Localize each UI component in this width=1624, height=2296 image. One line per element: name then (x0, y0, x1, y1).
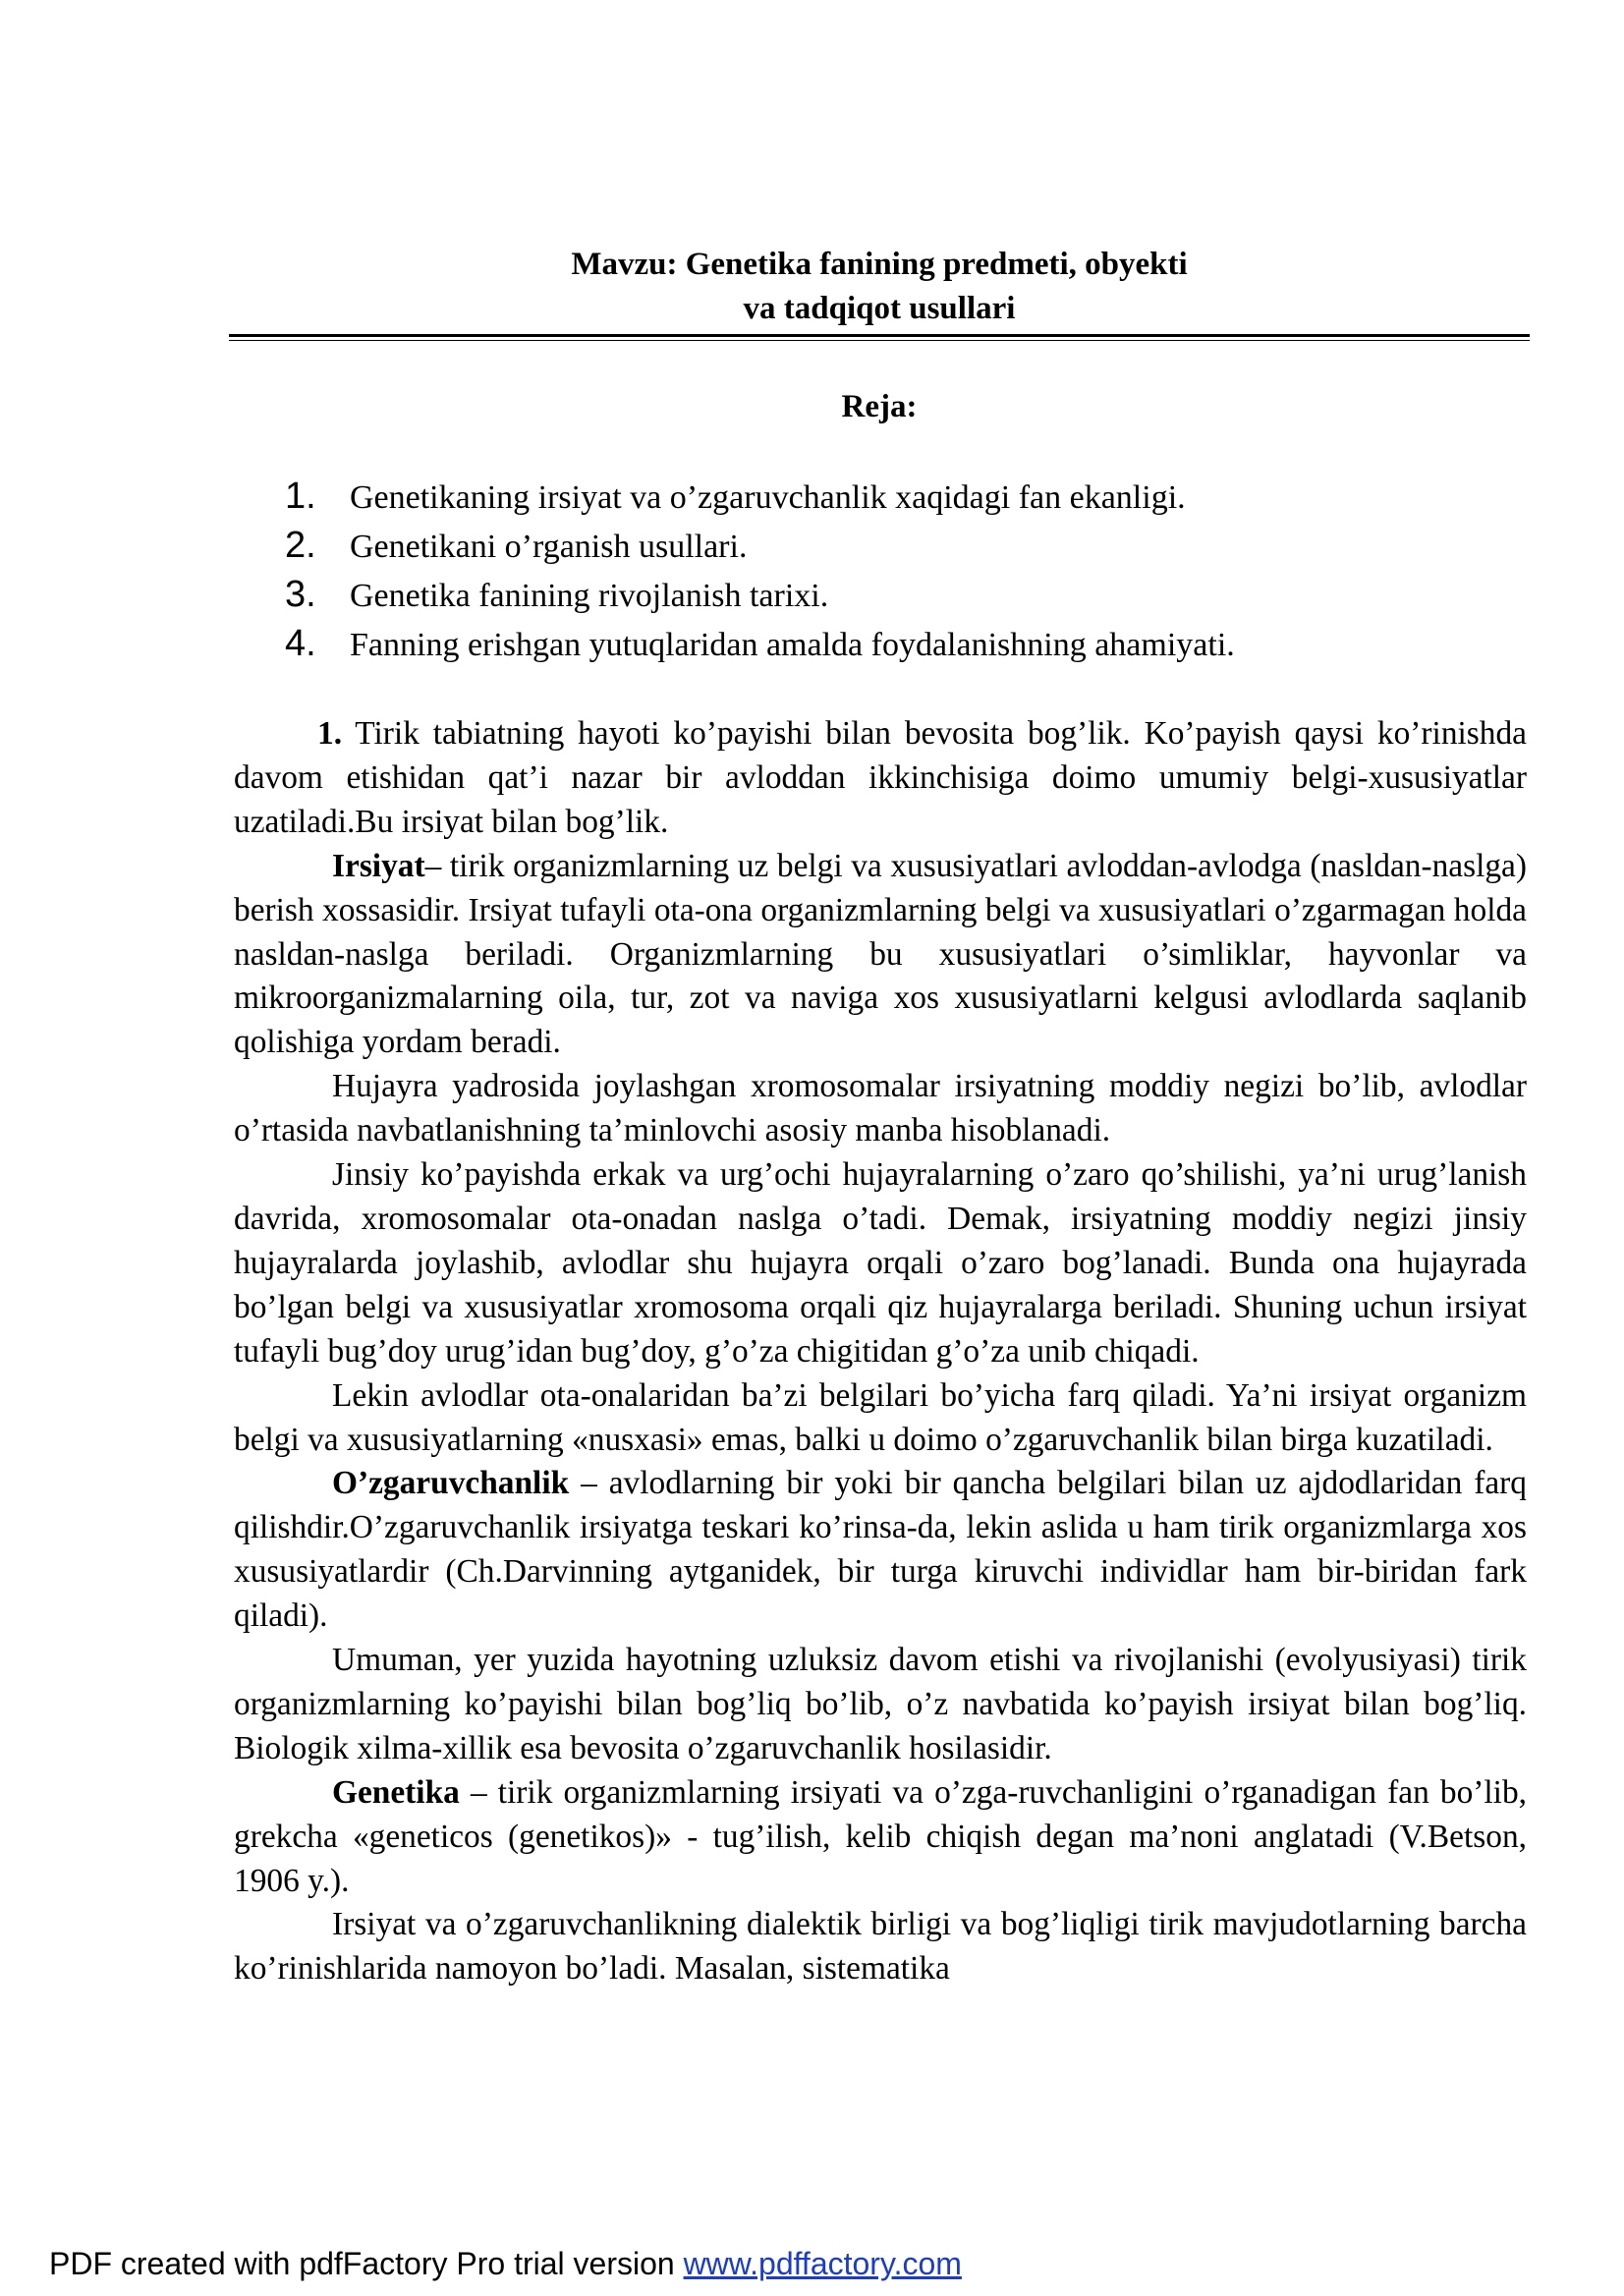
pdf-footer (49, 2246, 962, 2282)
plan-item-text: Genetikaning irsiyat va o’zgaruvchanlik xaqidagi fan ekanligi. (350, 479, 1186, 516)
paragraph (234, 1153, 1527, 1374)
document-title (231, 243, 1528, 331)
plan-item (285, 472, 1235, 521)
paragraph-text: Umuman, yer yuzida hayotning uzluksiz davom etishi va rivojlanishi (evolyusiyasi) tirik organizmlarning ko’payishi bilan bog’liq bo’lib, o’z navbatida ko’payish irsiyat bilan bog’liq. Biologik xilma-xillik esa bevosita o’zgaruvchanlik hosilasidir. (234, 1642, 1527, 1766)
plan-item-number: 1. (285, 476, 316, 517)
paragraph-lead: Irsiyat (332, 847, 425, 884)
paragraph-text: – avlodlarning bir yoki bir qancha belgilari bilan uz ajdodlaridan farq qilishdir.O’zgaruvchanlik irsiyatga teskari ko’rinsa-da, lekin aslida u ham tirik organizmlarga xos xususiyatlardir (Ch.Darvinning aytganidek, bir turga kiruvchi individlar ham bir-biridan fark qiladi). (234, 1465, 1527, 1635)
body-text (234, 712, 1527, 1991)
plan-heading: Reja: (841, 389, 918, 424)
plan-item-text: Genetika fanining rivojlanish tarixi. (350, 578, 829, 614)
paragraph-lead: Genetika (332, 1773, 460, 1811)
plan-item-text: Fanning erishgan yutuqlaridan amalda foydalanishning ahamiyati. (350, 627, 1235, 663)
plan-list (285, 472, 1235, 668)
title-line-2: va tadqiqot usullari (743, 291, 1016, 326)
paragraph (234, 1065, 1527, 1153)
paragraph-text: Hujayra yadrosida joylashgan xromosomalar irsiyatning moddiy negizi bo’lib, avlodlar o’rtasida navbatlanishning ta’minlovchi asosiy manba hisoblanadi. (234, 1068, 1527, 1149)
plan-item-number: 2. (285, 525, 316, 566)
paragraph-text: Jinsiy ko’payishda erkak va urg’ochi hujayralarning o’zaro qo’shilishi, ya’ni urug’lanish davrida, xromosomalar ota-onadan naslga o’tadi. Demak, irsiyatning moddiy negizi jinsiy hujayralarda joylashib, avlodlar shu hujayra orqali o’zaro bog’lanadi. Bunda ona hujayrada bo’lgan belgi va xususiyatlar xromosoma orqali qiz hujayralarga beriladi. Shuning uchun irsiyat tufayli bug’doy urug’idan bug’doy, g’o’za chigitidan g’o’za unib chiqadi. (234, 1156, 1527, 1370)
paragraph-lead: 1. (317, 715, 343, 752)
plan-item (285, 521, 1235, 570)
paragraph-text: Lekin avlodlar ota-onalaridan ba’zi belgilari bo’yicha farq qiladi. Ya’ni irsiyat organizm belgi va xususiyatlarning «nusxasi» emas, balki u doimo o’zgaruvchanlik bilan birga kuzatiladi. (234, 1376, 1527, 1458)
paragraph (234, 1903, 1527, 1991)
paragraph-lead: O’zgaruvchanlik (332, 1465, 570, 1502)
plan-item (285, 619, 1235, 668)
plan-item-number: 3. (285, 574, 316, 615)
footer-text: PDF created with pdfFactory Pro trial version (49, 2246, 684, 2281)
paragraph-text: Irsiyat va o’zgaruvchanlikning dialektik birligi va bog’liqligi tirik mavjudotlarning barcha ko’rinishlarida namoyon bo’ladi. Masalan, sistematika (234, 1906, 1527, 1988)
paragraph (234, 1639, 1527, 1771)
footer-link[interactable]: www.pdffactory.com (683, 2246, 962, 2281)
paragraph-text: – tirik organizmlarning uz belgi va xususiyatlari avloddan-avlodga (nasldan-naslga) berish xossasidir. Irsiyat tufayli ota-ona organizmlarning belgi va xususiyatlari o’zgarmagan holda nasldan-naslga beriladi. Organizmlarning bu xususiyatlari o’simliklar, hayvonlar va mikroorganizmalarning oila, tur, zot va naviga xos xususiyatlarni kelgusi avlodlarda saqlanib qolishiga yordam beradi. (234, 847, 1527, 1061)
paragraph-text: Tirik tabiatning hayoti ko’payishi bilan bevosita bog’lik. Ko’payish qaysi ko’rinishda davom etishidan qat’i nazar bir avloddan ikkinchisiga doimo umumiy belgi-xususiyatlar uzatiladi.Bu irsiyat bilan bog’lik. (234, 715, 1527, 840)
paragraph (234, 712, 1527, 845)
title-divider (229, 334, 1530, 337)
paragraph (234, 1374, 1527, 1463)
plan-item-text: Genetikani o’rganish usullari. (350, 529, 748, 565)
paragraph (234, 1462, 1527, 1639)
paragraph-text: – tirik organizmlarning irsiyati va o’zga-ruvchanligini o’rganadigan fan bo’lib, grekcha «geneticos (genetikos)» - tug’ilish, kelib chiqish degan ma’noni anglatadi (V.Betson, 1906 y.). (234, 1773, 1527, 1899)
plan-item (285, 570, 1235, 619)
plan-item-number: 4. (285, 623, 316, 664)
title-line-1: Mavzu: Genetika fanining predmeti, obyekti (571, 247, 1188, 282)
paragraph (234, 845, 1527, 1066)
paragraph (234, 1771, 1527, 1904)
title-divider-thin (229, 340, 1530, 341)
